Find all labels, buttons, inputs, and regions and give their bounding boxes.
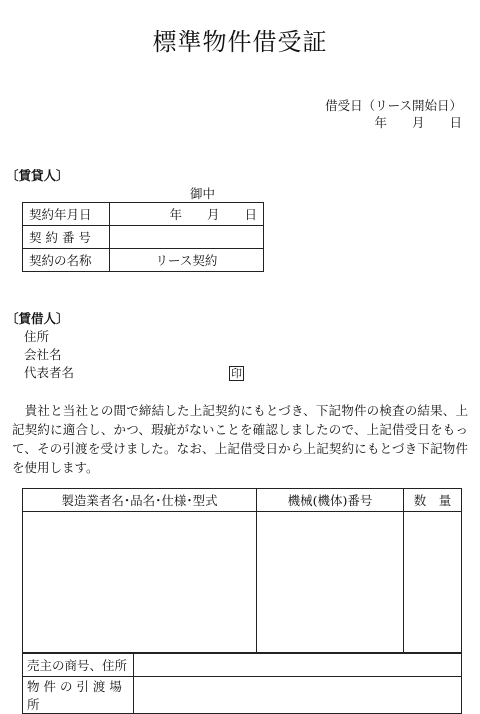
contract-name-value: リース契約 [110, 249, 264, 272]
body-paragraph: 貴社と当社との間で締結した上記契約にもとづき、下記物件の検査の結果、上記契約に適合し、かつ、瑕疵がないことを確認しましたので、上記借受日をもって、その引渡を受けました。なお、上記借受日から上記契約にもとづき下記物件を使用します。 [12, 403, 468, 475]
contract-name-label: 契約の名称 [23, 249, 110, 272]
lessor-heading: 〔賃貸人〕 [6, 168, 69, 183]
contract-row-number [23, 226, 264, 249]
items-header-row [23, 489, 462, 512]
lessor-honorific: 御中 [190, 186, 216, 201]
contract-number-label: 契 約 番 号 [23, 226, 110, 249]
cell-manufacturer [23, 512, 257, 653]
delivery-row [23, 677, 462, 714]
lessee-address-label: 住所 [24, 329, 50, 344]
receipt-date-ymd: 年 月 日 [374, 115, 462, 130]
contract-number-value [110, 226, 264, 249]
lessee-representative-label: 代表者名 [24, 365, 75, 380]
delivery-value [134, 677, 462, 714]
contract-date-value: 年 月 日 [110, 203, 264, 226]
cell-machine-number [257, 512, 404, 653]
delivery-label: 物 件 の 引 渡 場 所 [23, 677, 134, 714]
header-manufacturer: 製造業者名･品名･仕様･型式 [23, 489, 257, 512]
seal-text: 印 [231, 367, 242, 380]
items-body-row [23, 512, 462, 653]
cell-quantity [404, 512, 462, 653]
lessee-company-label: 会社名 [24, 347, 62, 362]
header-quantity: 数 量 [404, 489, 462, 512]
lessee-heading: 〔賃借人〕 [6, 311, 69, 326]
header-machine-number: 機械(機体)番号 [257, 489, 404, 512]
document-title: 標準物件借受証 [152, 28, 328, 56]
seal-mark [229, 362, 244, 381]
contract-row-date [23, 203, 264, 226]
contract-row-name [23, 249, 264, 272]
seller-label: 売主の商号、住所 [23, 654, 134, 677]
items-table [22, 488, 462, 653]
seller-row [23, 654, 462, 677]
contract-table [22, 202, 264, 272]
contract-date-label: 契約年月日 [23, 203, 110, 226]
seller-value [134, 654, 462, 677]
receipt-date-label: 借受日（リース開始日） [325, 98, 462, 113]
seller-delivery-table [22, 653, 462, 714]
